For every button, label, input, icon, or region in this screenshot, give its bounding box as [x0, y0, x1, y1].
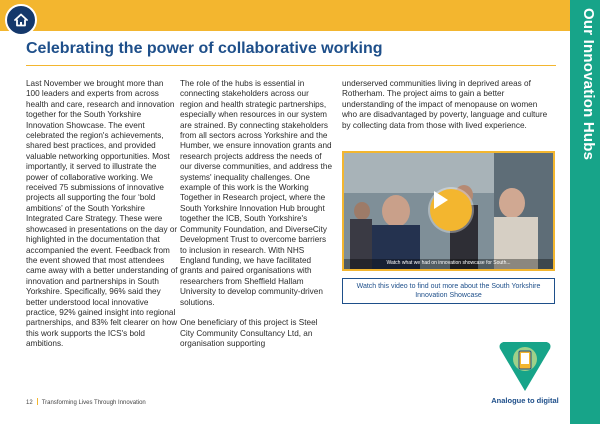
- text-column-2: [180, 79, 332, 350]
- side-title: Our Innovation Hubs: [580, 8, 597, 161]
- footer-divider: [37, 398, 38, 405]
- play-icon: [430, 189, 450, 211]
- text-column-1: [26, 79, 178, 350]
- page-footer: [26, 398, 146, 406]
- top-banner: [0, 0, 570, 31]
- analogue-to-digital-badge: [495, 335, 555, 395]
- column2-paragraph-1: The role of the hubs is essential in connecting stakeholders across our region and health strategic partnerships, especially when resources in our system are strained. By connecting stakeholders from all sectors across Yorkshire and the Humber, we ensure innovation grants and research projects address the needs of our diverse communities, and address the systems' inequality challenges. One example of this work is the Working Together in Research project, where the South Yorkshire Innovation Hub brought together the ICB, South Yorkshire's Community Foundation, and DiverseCity Development Trust to overcome barriers to inclusion in research. With NHS England funding, we have facilitated grants and paired organisations with researchers from Sheffield Hallam University to develop community-driven solutions.: [180, 79, 333, 307]
- video-link-text: Watch this video to find out more about the South Yorkshire Innovation Showcase: [356, 283, 541, 299]
- play-button[interactable]: [430, 189, 472, 231]
- column3-paragraph: underserved communities living in deprived areas of Rotherham. The project aims to gain a better understanding of the impact of menopause on women who are disadvantaged by poverty, language and culture by collecting data from those with lived experience.: [342, 79, 548, 130]
- footer-text: Transforming Lives Through Innovation: [41, 400, 146, 406]
- badge-label: Analogue to digital: [491, 396, 559, 405]
- video-caption: Watch what we had on innovation showcase for South...: [386, 260, 511, 266]
- page-number: 12: [26, 400, 33, 406]
- video-link-box[interactable]: [342, 278, 555, 304]
- column2-paragraph-2: One beneficiary of this project is Steel City Community Consultancy Ltd, an organisation supporting: [180, 318, 318, 349]
- page-title: Celebrating the power of collaborative working: [26, 40, 383, 57]
- text-column-3: [342, 79, 552, 131]
- video-player[interactable]: [342, 151, 555, 271]
- title-divider: [26, 65, 556, 66]
- column1-paragraph: Last November we brought more than 100 leaders and experts from across health and care, research and innovation together for the South Yorkshire Innovation Showcase. The event celebrated the region's achievements, shared best practices, and provided valuable networking opportunities. Most importantly, it served to illustrate the power of collaborative working. We received 75 submissions of innovative projects all supporting the four ‘bold ambitions’ of the South Yorkshire Integrated Care Strategy. These were showcased in presentations on the day or highlighted in the documentation that accompanied the event. Feedback from the event showed that most attendees came away with a better understanding of innovation and partnerships in South Yorkshire. Specifically, 96% said they better understood local innovative practice, 92% gained insight into regional partnerships, and 83% felt clearer on how this work supports the ICS's bold ambitions.: [26, 79, 178, 349]
- home-icon: [12, 11, 30, 29]
- home-button[interactable]: [5, 4, 37, 36]
